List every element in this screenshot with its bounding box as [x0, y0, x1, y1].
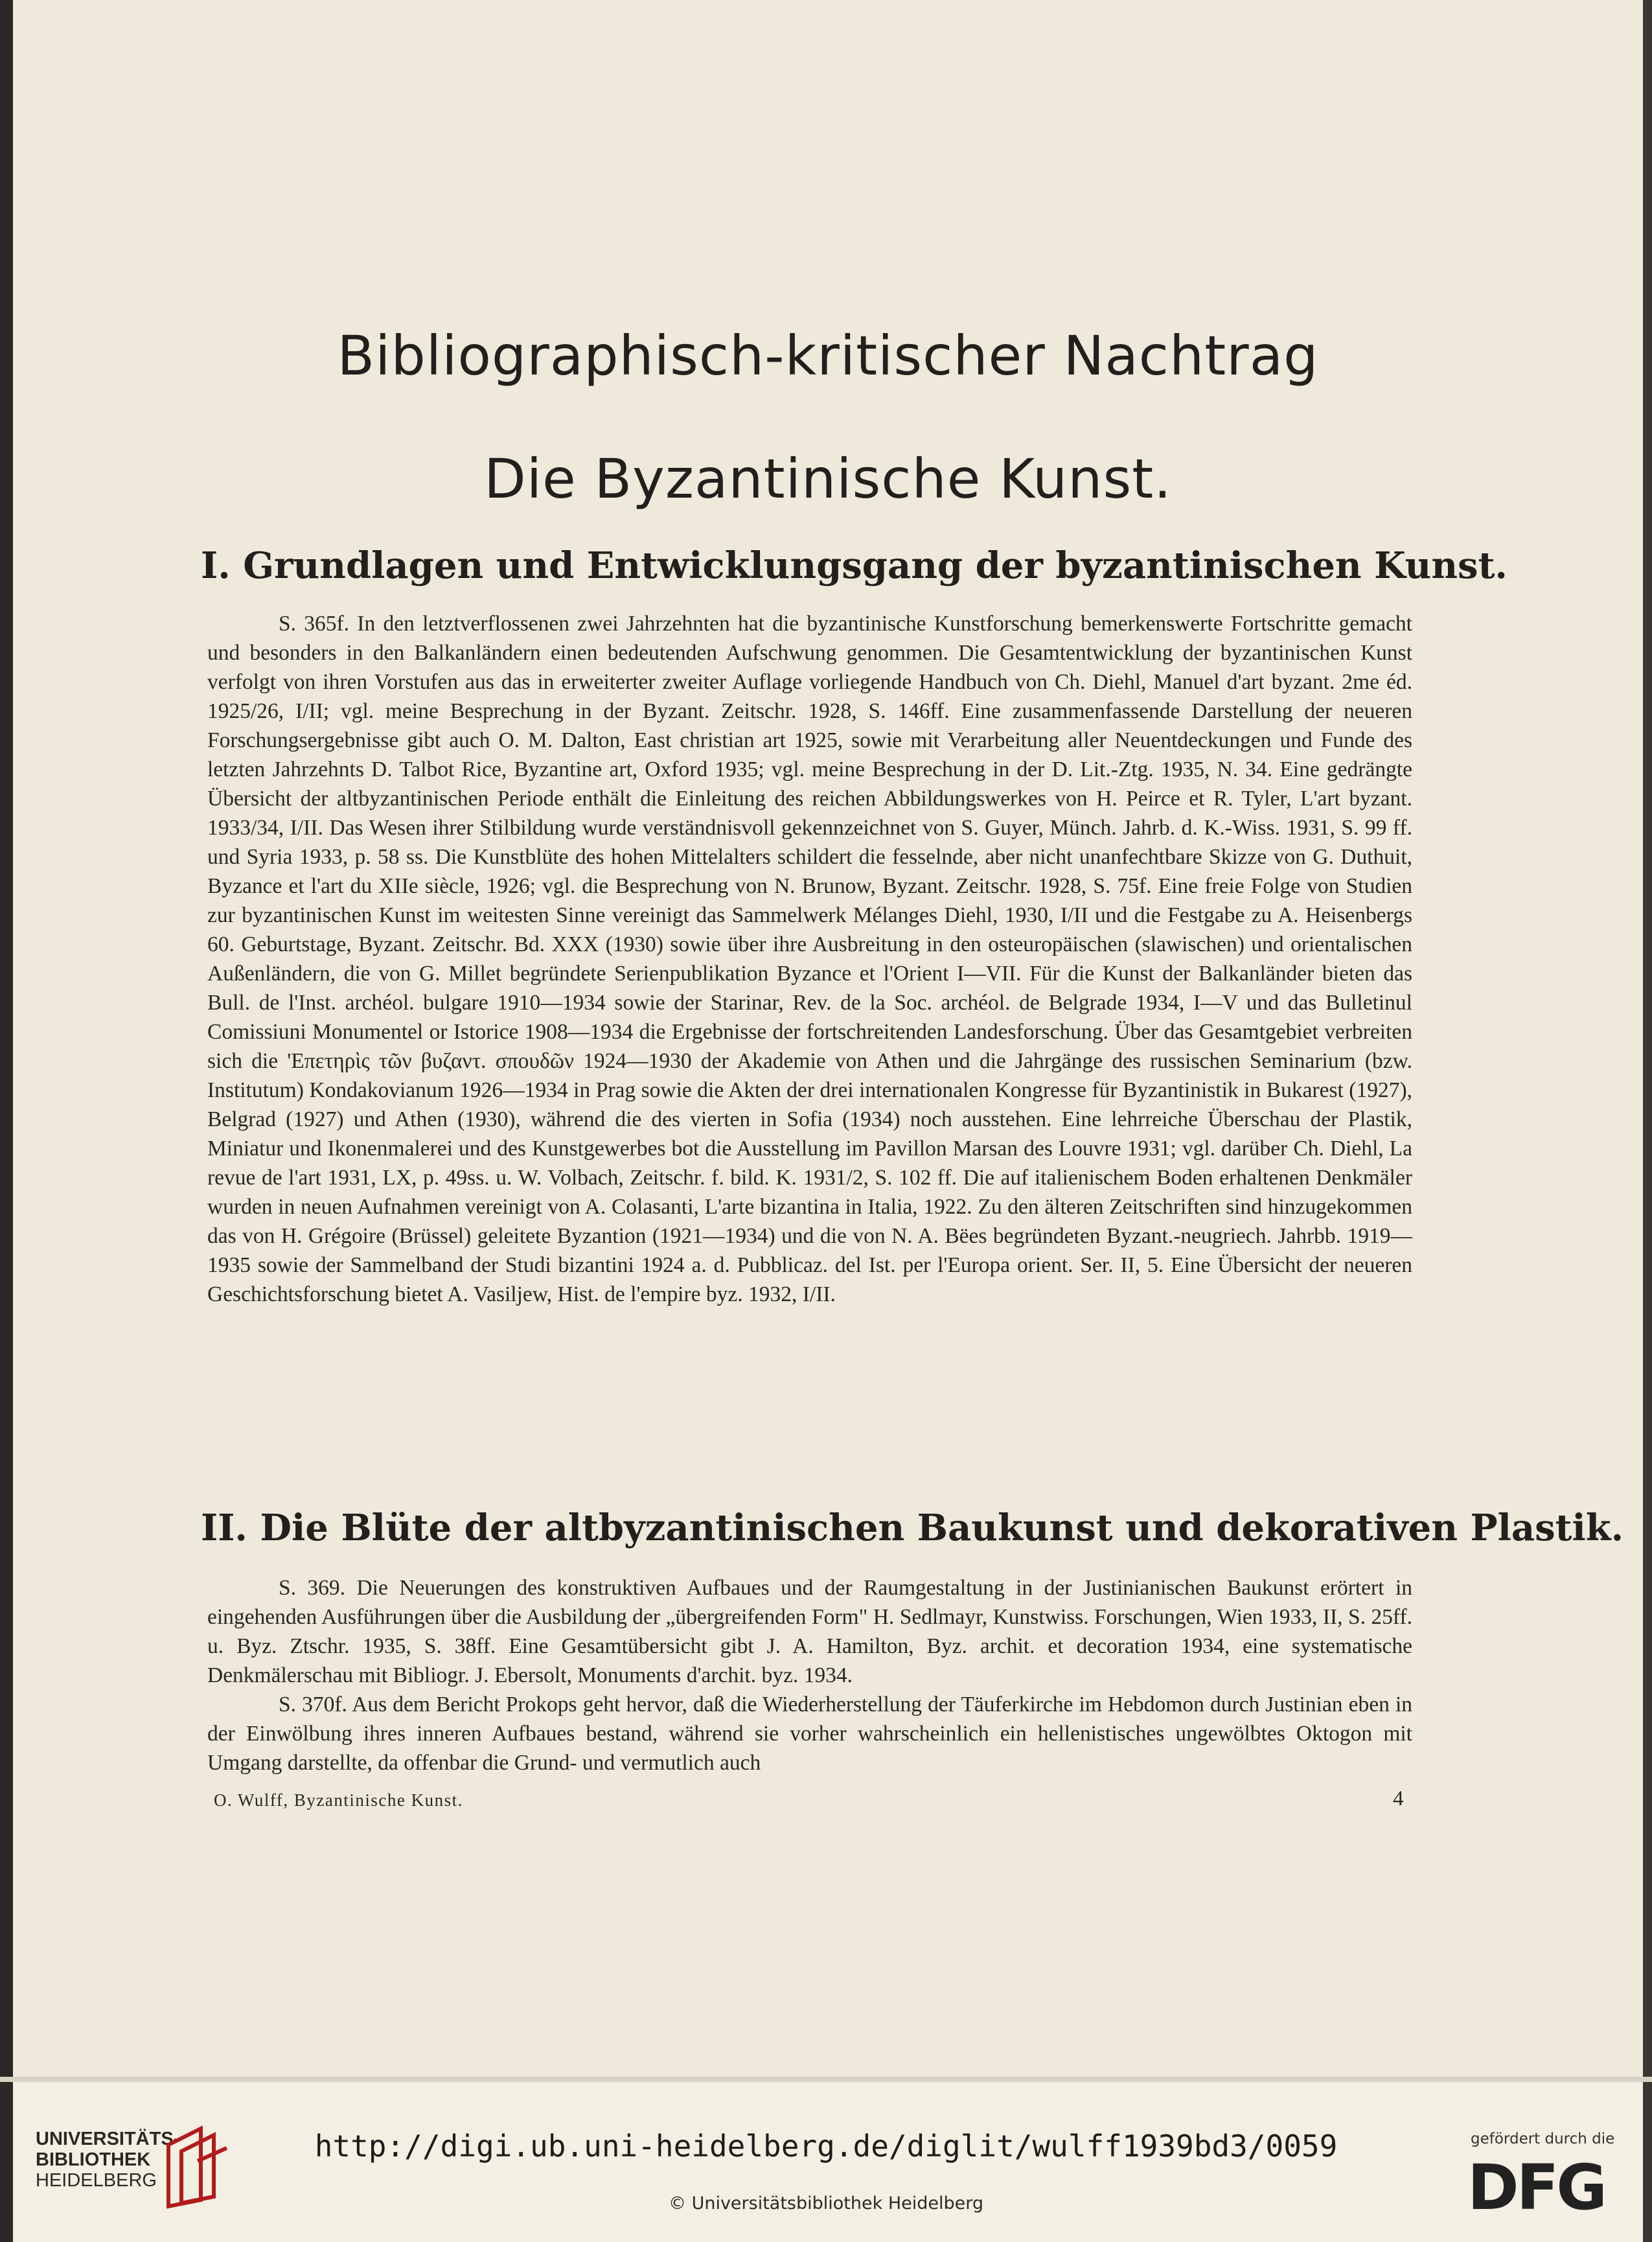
- section-heading-1: I. Grundlagen und Entwicklungsgang der byzantinischen Kunst.: [201, 544, 1508, 587]
- dfg-logo-text: DFG: [1467, 2155, 1605, 2217]
- library-name-line-3: HEIDELBERG: [36, 2170, 157, 2191]
- subheading: Die Byzantinische Kunst.: [484, 447, 1172, 511]
- funding-label: gefördert durch die: [1471, 2131, 1615, 2147]
- library-name-line-1: UNIVERSITÄTS-: [36, 2129, 180, 2149]
- page-url[interactable]: http://digi.ub.uni-heidelberg.de/diglit/wulff1939bd3/0059: [314, 2129, 1338, 2164]
- library-name-line-2: BIBLIOTHEK: [36, 2149, 151, 2170]
- scan-edge-right: [1643, 0, 1652, 2242]
- section-heading-2: II. Die Blüte der altbyzantinischen Baukunst und dekorativen Plastik.: [201, 1507, 1624, 1549]
- document-page: [13, 0, 1643, 2077]
- scan-edge-left: [0, 0, 13, 2242]
- dfg-logo-icon: [1467, 2155, 1629, 2217]
- page-number: 4: [1393, 1787, 1404, 1810]
- paragraph-2: S. 369. Die Neuerungen des konstruktiven Aufbaues und der Raumgestaltung in der Justinianischen Baukunst erörtert in eingehenden Ausführungen über die Ausbildung der „übergreifenden Form" H. Sedlmayr, Kunstwiss. Forschungen, Wien 1933, II, S. 25ff. u. Byz. Ztschr. 1935, S. 38ff. Eine Gesamtübersicht gibt J. A. Hamilton, Byz. archit. et decoration 1934, eine systematische Denkmälerschau mit Bibliogr. J. Ebersolt, Monuments d'archit. byz. 1934.: [207, 1576, 1412, 1687]
- page-bottom-edge: [0, 2077, 1652, 2082]
- copyright-notice: © Universitätsbibliothek Heidelberg: [668, 2193, 983, 2213]
- main-heading: Bibliographisch-kritischer Nachtrag: [337, 324, 1319, 387]
- running-footer-author: O. Wulff, Byzantinische Kunst.: [214, 1790, 463, 1810]
- paragraph-1: S. 365f. In den letztverflossenen zwei Jahrzehnten hat die byzantinische Kunstforschung bemerkenswerte Fortschritte gemacht und besonders in den Balkanländern einen bedeutenden Aufschwung genommen. Die Gesamtentwicklung der byzantinischen Kunst verfolgt von ihren Vorstufen aus das in erweiterter zweiter Auflage vorliegende Handbuch von Ch. Diehl, Manuel d'art byzant. 2me éd. 1925/26, I/II; vgl. meine Besprechung in der Byzant. Zeitschr. 1928, S. 146ff. Eine zusammenfassende Darstellung der neueren Forschungsergebnisse gibt auch O. M. Dalton, East christian art 1925, sowie mit Verarbeitung aller Neuentdeckungen und Funde des letzten Jahrzehnts D. Talbot Rice, Byzantine art, Oxford 1935; vgl. meine Besprechung in der D. Lit.-Ztg. 1935, N. 34. Eine gedrängte Übersicht der altbyzantinischen Periode enthält die Einleitung des reichen Abbildungswerkes von H. Peirce et R. Tyler, L'art byzant. 1933/34, I/II. Das Wesen ihrer Stilbildung wurde verständnisvoll gekennzeichnet von S. Guyer, Münch. Jahrb. d. K.-Wiss. 1931, S. 99 ff. und Syria 1933, p. 58 ss. Die Kunstblüte des hohen Mittelalters schildert die fesselnde, aber nicht unanfechtbare Skizze von G. Duthuit, Byzance et l'art du XIIe siècle, 1926; vgl. die Besprechung von N. Brunow, Byzant. Zeitschr. 1928, S. 75f. Eine freie Folge von Studien zur byzantinischen Kunst im weitesten Sinne vereinigt das Sammelwerk Mélanges Diehl, 1930, I/II und die Festgabe zu A. Heisenbergs 60. Geburtstage, Byzant. Zeitschr. Bd. XXX (1930) sowie über ihre Ausbreitung in den osteuropäischen (slawischen) und orientalischen Außenländern, die von G. Millet begründete Serienpublikation Byzance et l'Orient I—VII. Für die Kunst der Balkanländer bieten das Bull. de l'Inst. archéol. bulgare 1910—1934 sowie der Starinar, Rev. de la Soc. archéol. de Belgrade 1934, I—V und das Bulletinul Comissiuni Monumentel or Istorice 1908—1934 die Ergebnisse der fortschreitenden Landesforschung. Über das Gesamtgebiet verbreiten sich die 'Επετηρὶς τῶν βυζαντ. σπουδῶν 1924—1930 der Akademie von Athen und die Jahrgänge des russischen Seminarium (bzw. Institutum) Kondakovianum 1926—1934 in Prag sowie die Akten der drei internationalen Kongresse für Byzantinistik in Bukarest (1927), Belgrad (1927) und Athen (1930), während die des vierten in Sofia (1934) noch ausstehen. Eine lehrreiche Überschau der Plastik, Miniatur und Ikonenmalerei und des Kunstgewerbes bot die Ausstellung im Pavillon Marsan des Louvre 1931; vgl. darüber Ch. Diehl, La revue de l'art 1931, LX, p. 49ss. u. W. Volbach, Zeitschr. f. bild. K. 1931/2, S. 102 ff. Die auf italienischem Boden erhaltenen Denkmäler wurden in neuen Aufnahmen vereinigt von A. Colasanti, L'arte bizantina in Italia, 1922. Zu den älteren Zeitschriften sind hinzugekommen das von H. Grégoire (Brüssel) geleitete Byzantion (1921—1934) und die von N. A. Bëes begründeten Byzant.-neugriech. Jahrbb. 1919—1935 sowie der Sammelband der Studi bizantini 1924 a. d. Pubblicaz. del Ist. per l'Europa orient. Ser. II, 5. Eine Übersicht der neueren Geschichtsforschung bietet A. Vasiljew, Hist. de l'empire byz. 1932, I/II.: [207, 612, 1412, 1306]
- paragraph-3: S. 370f. Aus dem Bericht Prokops geht hervor, daß die Wiederherstellung der Täuferkirche im Hebdomon durch Justinian eben in der Einwölbung ihres inneren Aufbaues bestand, während sie vorher wahrscheinlich ein hellenistisches ungewölbtes Oktogon mit Umgang darstellte, da offenbar die Grund- und vermutlich auch: [207, 1693, 1412, 1775]
